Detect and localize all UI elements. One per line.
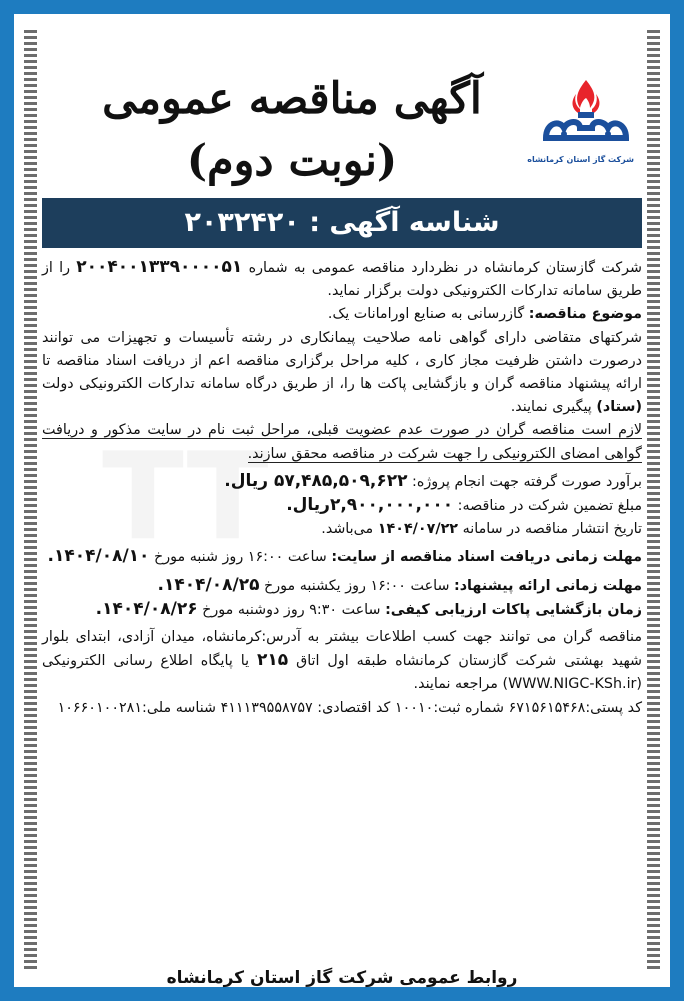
announcement-id-bar: شناسه آگهی : ۲۰۳۲۴۲۰ [42, 198, 642, 248]
qualification-paragraph [42, 327, 642, 420]
guarantee-line [42, 494, 642, 518]
deadline-docs-date: ۱۴۰۴/۰۸/۱۰. [47, 546, 150, 567]
publish-line [42, 518, 642, 541]
deadline-bid-line [42, 574, 642, 598]
registration-note-text: لازم است مناقصه گران در صورت عدم عضویت قبلی، مراحل ثبت نام در سایت مذکور و دریافت گواهی امضای الکترونیکی را جهت شرکت در مناقصه محقق سازند. [42, 422, 642, 462]
page-title [62, 68, 522, 192]
gas-flame-logo-icon [540, 76, 632, 150]
qualification-text-b: پیگیری نمایند. [510, 399, 592, 416]
subject-paragraph [42, 303, 642, 326]
notice-header [42, 28, 642, 216]
tender-number: ۲۰۰۴۰۰۱۳۳۹۰۰۰۰۵۱ [76, 257, 243, 277]
intro-text-b: را از طریق سامانه تدارکات الکترونیکی دولت برگزار نماید. [42, 260, 642, 300]
title-line-2: (نوبت دوم) [186, 136, 398, 186]
notice-content [42, 28, 643, 988]
setad-label: (ستاد) [596, 399, 642, 416]
notice-frame [14, 14, 670, 987]
contact-text-b: یا پایگاه اطلاع رسانی الکترونیکی [42, 653, 250, 670]
title-line-1: آگهی مناقصه عمومی [102, 74, 482, 124]
estimate-value: ۵۷,۴۸۵,۵۰۹,۶۲۲ ریال. [224, 470, 408, 491]
guarantee-value: ۲,۹۰۰,۰۰۰,۰۰۰ریال. [286, 495, 454, 516]
opening-date: ۱۴۰۴/۰۸/۲۶. [95, 598, 198, 619]
deadline-bid-text: ساعت ۱۶:۰۰ روز یکشنبه مورخ [264, 577, 450, 594]
deadline-bid-date: ۱۴۰۴/۰۸/۲۵. [157, 574, 260, 595]
subject-text: گازرسانی به صنایع اورامانات یک. [327, 306, 525, 323]
publish-date: ۱۴۰۴/۰۷/۲۲ [377, 521, 459, 538]
estimate-label: برآورد صورت گرفته جهت انجام پروژه: [412, 473, 642, 490]
deadline-bid-label: مهلت زمانی ارائه پیشنهاد: [454, 577, 642, 594]
contact-text-c: مراجعه نمایند. [413, 676, 498, 693]
deadline-docs-label: مهلت زمانی دریافت اسناد مناقصه از سایت: [331, 549, 642, 566]
opening-line [42, 598, 642, 622]
publish-label: تاریخ انتشار مناقصه در سامانه [462, 521, 642, 538]
decorative-rail-left [24, 30, 37, 971]
opening-text: ساعت ۹:۳۰ روز دوشنبه مورخ [202, 601, 381, 618]
notice-body [42, 256, 642, 720]
contact-paragraph [42, 626, 642, 697]
intro-text-a: شرکت گازستان کرمانشاه در نظردارد مناقصه عمومی به شماره [248, 260, 642, 276]
deadline-docs-text: ساعت ۱۶:۰۰ روز شنبه مورخ [153, 549, 327, 566]
website-link[interactable]: (WWW.NIGC-KSh.ir) [502, 676, 642, 693]
guarantee-label: مبلغ تضمین شرکت در مناقصه: [457, 498, 642, 515]
company-logo [527, 76, 634, 164]
contact-text-a: مناقصه گران می توانند جهت کسب اطلاعات بیشتر به آدرس:کرمانشاه، میدان آزادی، ابتدای بلوار شهید بهشتی شرکت گازستان کرمانشاه طبقه اول اتاق [42, 629, 643, 670]
company-caption: شرکت گاز استان کرمانشاه [527, 155, 634, 164]
deadline-docs-line [42, 545, 642, 569]
opening-label: زمان بازگشایی پاکات ارزیابی کیفی: [385, 601, 642, 618]
room-number: ۲۱۵ [257, 650, 289, 671]
codes-paragraph: کد پستی:۶۷۱۵۶۱۵۴۶۸ شماره ثبت:۱۰۰۱۰ کد اقتصادی: ۴۱۱۱۳۹۵۵۸۷۵۷ شناسه ملی:۱۰۶۶۰۱۰۰۲۸۱ [57, 699, 642, 716]
qualification-text-a: شرکتهای متقاضی دارای گواهی نامه صلاحیت پیمانکاری در رشته تأسیسات و تجهیزات می توانند درصورت داشتن ظرفیت مجاز کاری ، کلیه مراحل برگزاری مناقصه اعم از دریافت اسناد مناقصه تا ارائه پیشنهاد مناقصه گران و بازگشایی پاکت ها را، از طریق درگاه سامانه تدارکات الکترونیکی دولت [42, 329, 642, 393]
subject-label: موضوع مناقصه: [528, 306, 642, 323]
registration-note [42, 419, 642, 465]
publish-tail: می‌باشد. [321, 521, 374, 538]
footer-signature: روابط عمومی شرکت گاز استان کرمانشاه [166, 968, 518, 988]
estimate-line [42, 470, 642, 494]
intro-paragraph [42, 256, 642, 303]
